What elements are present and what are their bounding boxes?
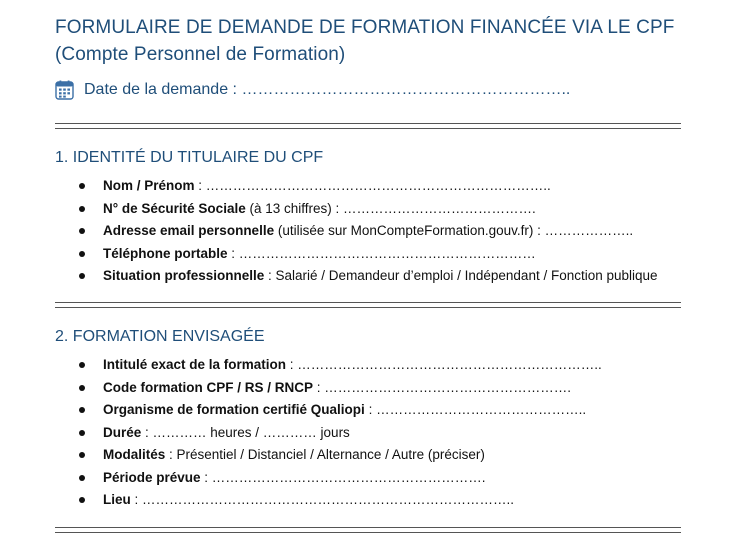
field-value[interactable]: : ………………………………………………………….. xyxy=(286,357,602,372)
field-value[interactable]: : ………… heures / ………… jours xyxy=(141,424,350,440)
form-title-line2: (Compte Personnel de Formation) xyxy=(55,44,346,65)
section1-list xyxy=(55,175,681,286)
request-date-label: Date de la demande : …………………………………………………….. xyxy=(84,81,571,98)
bullet-icon xyxy=(79,206,85,212)
field-value[interactable]: : ……………………………………………………………………….. xyxy=(130,492,515,507)
field-label: Durée xyxy=(103,424,142,440)
bullet-icon xyxy=(79,497,85,503)
bullet-icon xyxy=(79,251,85,257)
bullet-icon xyxy=(79,452,85,458)
field-value[interactable]: (à 13 chiffres) : ……………………………………. xyxy=(245,200,536,216)
section-divider xyxy=(55,302,681,308)
field-label: Nom / Prénom xyxy=(103,178,195,193)
field-label: Code formation CPF / RS / RNCP xyxy=(103,379,314,395)
field-label: Modalités xyxy=(103,447,166,462)
field-value[interactable]: : ……………………………………….. xyxy=(364,402,587,417)
field-value[interactable]: : ……………………………………………………. xyxy=(200,469,486,485)
cpf-form-document xyxy=(55,14,681,533)
section2-title: 2. FORMATION ENVISAGÉE xyxy=(55,328,265,345)
list-item xyxy=(55,489,681,512)
field-label: Période prévue xyxy=(103,469,201,485)
section2-list xyxy=(55,354,681,512)
list-item xyxy=(55,422,681,445)
section-divider xyxy=(55,527,681,533)
form-title-line1: FORMULAIRE DE DEMANDE DE FORMATION FINANCÉE VIA LE CPF xyxy=(55,17,675,38)
list-item xyxy=(55,220,681,243)
request-date-row xyxy=(55,78,681,102)
bullet-icon xyxy=(79,362,85,368)
section1-title: 1. IDENTITÉ DU TITULAIRE DU CPF xyxy=(55,149,324,166)
field-value[interactable]: : ………………………………………………………………….. xyxy=(194,178,551,193)
field-value[interactable]: : Présentiel / Distanciel / Alternance / Autre (préciser) xyxy=(165,447,485,462)
bullet-icon xyxy=(79,183,85,189)
list-item xyxy=(55,175,681,198)
list-item xyxy=(55,467,681,490)
bullet-icon xyxy=(79,407,85,413)
calendar-icon xyxy=(55,80,74,100)
field-label: Téléphone portable xyxy=(103,245,228,261)
list-item xyxy=(55,444,681,467)
bullet-icon xyxy=(79,228,85,234)
list-item xyxy=(55,399,681,422)
list-item xyxy=(55,377,681,400)
bullet-icon xyxy=(79,430,85,436)
section-divider xyxy=(55,123,681,129)
list-item xyxy=(55,243,681,266)
bullet-icon xyxy=(79,385,85,391)
field-label: N° de Sécurité Sociale xyxy=(103,200,246,216)
list-item xyxy=(55,198,681,221)
form-title xyxy=(55,14,681,68)
field-label: Organisme de formation certifié Qualiopi xyxy=(103,402,365,417)
field-value[interactable]: : ………………………………………………. xyxy=(313,379,572,395)
field-label: Lieu xyxy=(103,492,131,507)
field-value[interactable]: : Salarié / Demandeur d’emploi / Indépendant / Fonction publique xyxy=(264,268,658,283)
field-label: Adresse email personnelle xyxy=(103,223,275,238)
field-value[interactable]: : ………………………………………………………… xyxy=(227,245,536,261)
bullet-icon xyxy=(79,475,85,481)
list-item xyxy=(55,265,681,286)
field-label: Situation professionnelle xyxy=(103,268,265,283)
field-label: Intitulé exact de la formation xyxy=(103,357,287,372)
field-value[interactable]: (utilisée sur MonCompteFormation.gouv.fr) : ……………….. xyxy=(274,223,634,238)
list-item xyxy=(55,354,681,377)
bullet-icon xyxy=(79,273,85,279)
